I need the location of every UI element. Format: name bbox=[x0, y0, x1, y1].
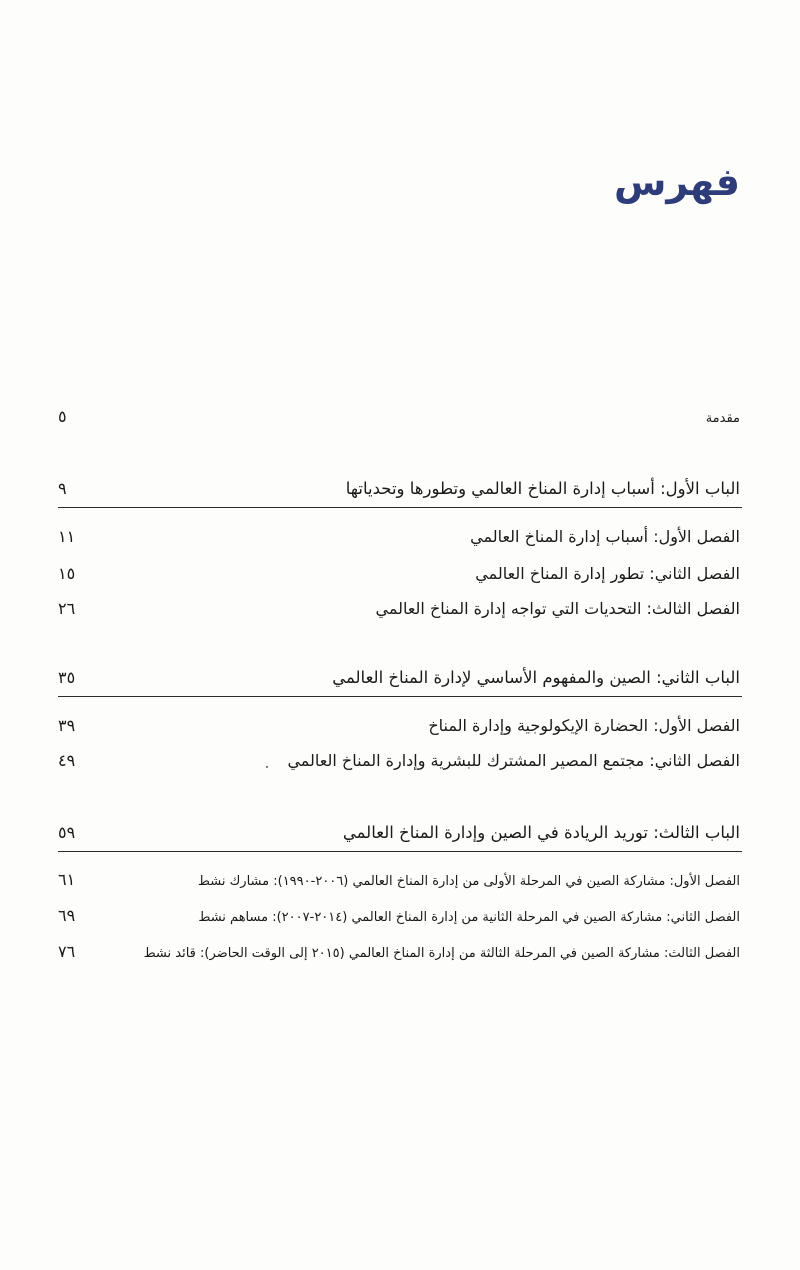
toc-entry-page: ٢٦ bbox=[58, 599, 76, 618]
toc-entry-label: الفصل الثالث: مشاركة الصين في المرحلة الثالثة من إدارة المناخ العالمي (٢٠١٥ إلى الوقت الحاضر): قائد نشط bbox=[143, 946, 740, 961]
toc-entry-page: ٧٦ bbox=[58, 942, 76, 961]
toc-entry-page: ٩ bbox=[58, 479, 67, 498]
toc-entry-chapter bbox=[58, 518, 740, 546]
toc-entry-page: ٥٩ bbox=[58, 823, 76, 842]
toc-entry-label: الفصل الأول: مشاركة الصين في المرحلة الأولى من إدارة المناخ العالمي (٢٠٠٦-١٩٩٠): مشارك نشط bbox=[197, 874, 740, 889]
toc-entry-page: ٤٩ bbox=[58, 751, 76, 770]
toc-entry-page: ٦٩ bbox=[58, 906, 76, 925]
section-divider bbox=[58, 851, 742, 852]
section-divider bbox=[58, 507, 742, 508]
toc-entry-part-1 bbox=[58, 470, 740, 498]
toc-entry-label: الباب الثالث: توريد الريادة في الصين وإدارة المناخ العالمي bbox=[342, 823, 740, 842]
toc-entry-label: الفصل الثاني: مشاركة الصين في المرحلة الثانية من إدارة المناخ العالمي (٢٠١٤-٢٠٠٧): مساهم نشط bbox=[198, 910, 740, 925]
page-title: فهرس bbox=[613, 160, 740, 204]
toc-entry-page: ٦١ bbox=[58, 870, 76, 889]
toc-entry-chapter bbox=[58, 590, 740, 618]
toc-entry-page: ١٥ bbox=[58, 564, 76, 583]
toc-entry-chapter bbox=[58, 555, 740, 583]
toc-entry-chapter bbox=[58, 742, 740, 770]
stray-mark bbox=[266, 766, 268, 768]
toc-entry-label: الباب الأول: أسباب إدارة المناخ العالمي وتطورها وتحدياتها bbox=[345, 479, 740, 498]
toc-entry-label: الفصل الأول: أسباب إدارة المناخ العالمي bbox=[470, 527, 740, 546]
toc-entry-label: مقدمة bbox=[705, 411, 740, 426]
toc-entry-chapter bbox=[58, 707, 740, 735]
toc-entry-page: ١١ bbox=[58, 527, 76, 546]
toc-entry-label: الباب الثاني: الصين والمفهوم الأساسي لإدارة المناخ العالمي bbox=[332, 668, 740, 687]
toc-entry-label: الفصل الثالث: التحديات التي تواجه إدارة المناخ العالمي bbox=[375, 599, 740, 618]
toc-entry-page: ٥ bbox=[58, 407, 67, 426]
toc-entry-label: الفصل الثاني: مجتمع المصير المشترك للبشرية وإدارة المناخ العالمي bbox=[287, 751, 740, 770]
section-divider bbox=[58, 696, 742, 697]
toc-entry-page: ٣٥ bbox=[58, 668, 76, 687]
toc-entry-chapter bbox=[58, 933, 740, 961]
toc-entry-label: الفصل الأول: الحضارة الإيكولوجية وإدارة المناخ bbox=[428, 716, 740, 735]
toc-entry-introduction bbox=[58, 398, 740, 426]
toc-entry-page: ٣٩ bbox=[58, 716, 76, 735]
toc-entry-label: الفصل الثاني: تطور إدارة المناخ العالمي bbox=[475, 564, 740, 583]
toc-entry-chapter bbox=[58, 897, 740, 925]
toc-entry-part-2 bbox=[58, 659, 740, 687]
toc-entry-chapter bbox=[58, 861, 740, 889]
toc-entry-part-3 bbox=[58, 814, 740, 842]
